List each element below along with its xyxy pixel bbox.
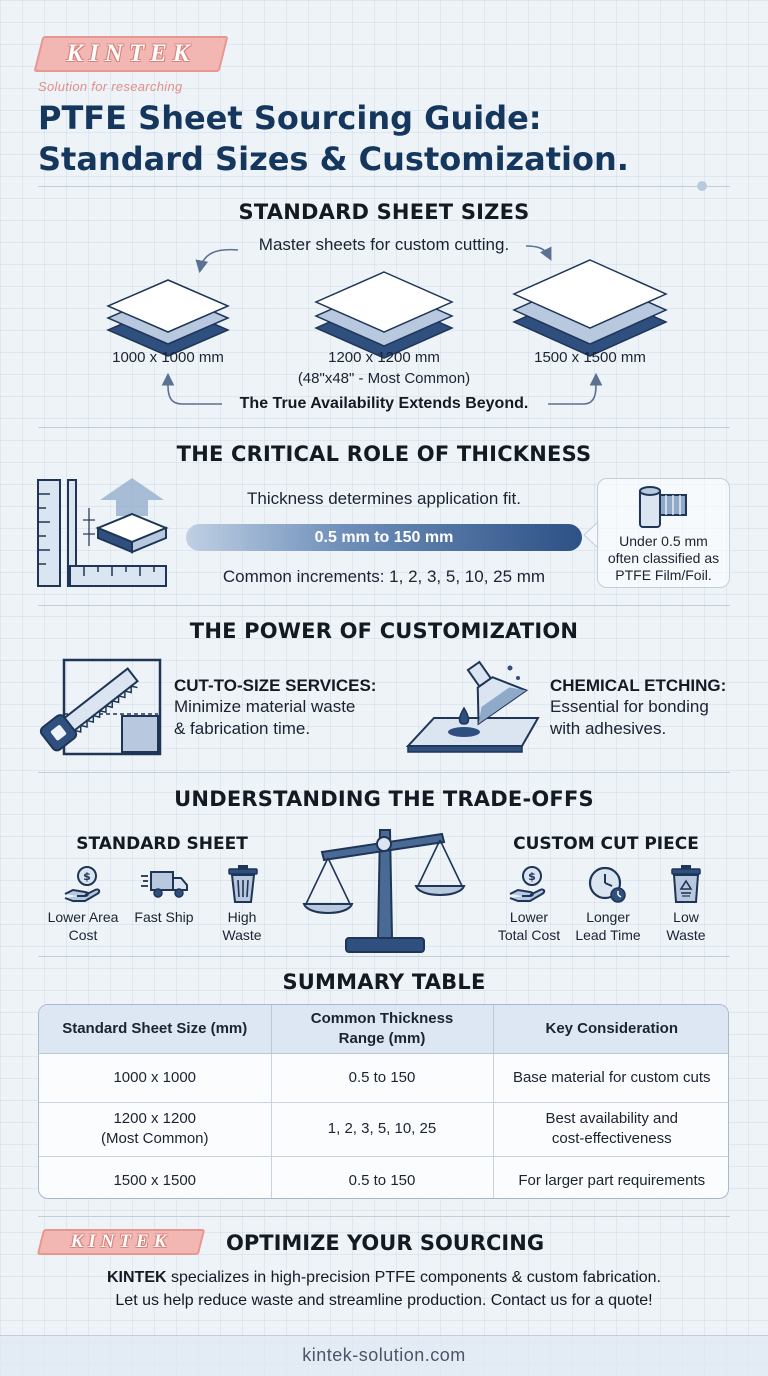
arrow-icon xyxy=(526,246,550,258)
clock-icon xyxy=(587,864,627,904)
divider xyxy=(38,772,730,773)
film-note-line: Under 0.5 mm xyxy=(619,533,708,549)
table-header: Standard Sheet Size (mm) xyxy=(39,1005,271,1053)
film-roll-icon xyxy=(636,485,690,529)
table-header: Key Consideration xyxy=(493,1005,729,1053)
etching-line: Essential for bonding xyxy=(550,697,709,716)
sheet-stack-icon xyxy=(316,272,452,358)
flask-icon xyxy=(404,654,544,758)
cta-logo-text: KINTEK xyxy=(70,1231,172,1252)
etching-text xyxy=(550,676,750,740)
page-title xyxy=(38,98,728,180)
page-title-line2: Standard Sizes & Customization. xyxy=(38,140,629,178)
size-label: 1000 x 1000 mm xyxy=(112,349,224,366)
thickness-range-bar: 0.5 mm to 150 mm xyxy=(186,524,582,551)
table-header-row xyxy=(39,1005,729,1053)
size-sublabel: (48"x48" - Most Common) xyxy=(297,370,471,387)
tradeoffs-heading: UNDERSTANDING THE TRADE-OFFS xyxy=(174,787,594,811)
table-row xyxy=(39,1053,729,1102)
footer-website-link[interactable]: kintek-solution.com xyxy=(302,1345,466,1365)
table-cell: 0.5 to 150 xyxy=(271,1053,493,1102)
divider xyxy=(38,186,730,187)
cta-line2: Let us help reduce waste and streamline production. Contact us for a quote! xyxy=(115,1292,653,1309)
svg-text:$: $ xyxy=(528,870,536,883)
thickness-increments: Common increments: 1, 2, 3, 5, 10, 25 mm xyxy=(222,567,546,586)
arrow-icon xyxy=(200,250,238,270)
table-cell: Base material for custom cuts xyxy=(493,1053,729,1102)
divider-dot xyxy=(697,181,707,191)
cta-heading: OPTIMIZE YOUR SOURCING xyxy=(226,1231,545,1255)
table-row xyxy=(39,1102,729,1156)
table-cell: 0.5 to 150 xyxy=(271,1156,493,1199)
brand-logo xyxy=(38,36,228,94)
thickness-intro: Thickness determines application fit. xyxy=(246,489,522,508)
size-label: 1200 x 1200 mm xyxy=(328,349,440,366)
sheet-stack-icon xyxy=(108,280,228,356)
page-title-line1: PTFE Sheet Sourcing Guide: xyxy=(38,99,542,137)
standard-sizes-note: Master sheets for custom cutting. xyxy=(258,235,510,254)
film-note-box xyxy=(597,478,730,588)
table-cell: For larger part requirements xyxy=(518,1171,706,1189)
divider xyxy=(38,1216,730,1217)
logo-badge xyxy=(38,36,224,72)
cta-brand: KINTEK xyxy=(106,1269,167,1286)
cut-to-size-line: Minimize material waste xyxy=(174,697,356,716)
balance-scale-icon xyxy=(300,820,470,958)
etching-title: CHEMICAL ETCHING: xyxy=(550,676,727,695)
hand-coin-icon xyxy=(63,864,103,904)
table-cell: 1500 x 1500 xyxy=(39,1156,271,1199)
custom-cut-title: CUSTOM CUT PIECE xyxy=(513,834,699,854)
tradeoff-label: Longer Lead Time xyxy=(575,909,641,943)
tradeoff-label: High Waste xyxy=(222,909,262,943)
truck-icon xyxy=(141,866,189,902)
tradeoff-label: Lower Area Cost xyxy=(47,909,119,943)
cta-line1: specializes in high-precision PTFE components & custom fabrication. xyxy=(166,1269,661,1286)
cut-to-size-line: & fabrication time. xyxy=(174,719,311,738)
cut-to-size-title: CUT-TO-SIZE SERVICES: xyxy=(174,676,377,695)
table-cell: 1, 2, 3, 5, 10, 25 xyxy=(271,1102,493,1156)
divider xyxy=(38,427,730,428)
film-note-line: PTFE Film/Foil. xyxy=(615,567,712,583)
trash-icon xyxy=(227,864,259,904)
film-note-line: often classified as xyxy=(607,550,720,566)
standard-sheet-title: STANDARD SHEET xyxy=(76,834,248,854)
svg-text:$: $ xyxy=(83,870,91,883)
table-header: Common Thickness Range (mm) xyxy=(271,1005,493,1053)
saw-icon xyxy=(36,654,164,758)
standard-sizes-graphic xyxy=(0,230,768,420)
summary-table xyxy=(38,1004,729,1199)
customization-heading: THE POWER OF CUSTOMIZATION xyxy=(189,619,579,643)
tradeoff-label: Fast Ship xyxy=(134,909,194,925)
summary-heading: SUMMARY TABLE xyxy=(282,970,486,994)
table-row xyxy=(39,1156,729,1199)
thickness-heading: THE CRITICAL ROLE OF THICKNESS xyxy=(176,442,592,466)
ruler-thickness-icon xyxy=(36,476,170,592)
table-cell: 1200 x 1200 (Most Common) xyxy=(39,1102,271,1156)
cut-to-size-text xyxy=(174,676,404,740)
table-cell: 1000 x 1000 xyxy=(39,1053,271,1102)
cta-text xyxy=(0,1266,768,1312)
tradeoff-label: Low Waste xyxy=(666,909,706,943)
tradeoff-label: Lower Total Cost xyxy=(497,909,561,943)
logo-text: KINTEK xyxy=(66,40,196,67)
size-label: 1500 x 1500 mm xyxy=(534,349,646,366)
recycle-bin-icon xyxy=(670,864,702,904)
divider xyxy=(38,605,730,606)
etching-line: with adhesives. xyxy=(550,719,667,738)
divider xyxy=(38,956,730,957)
logo-tagline: Solution for researching xyxy=(38,79,183,94)
hand-coin-icon xyxy=(508,864,548,904)
table-cell: Best availability and cost-effectiveness xyxy=(493,1102,729,1156)
availability-note: The True Availability Extends Beyond. xyxy=(239,395,529,412)
sheet-stack-icon xyxy=(514,260,666,356)
standard-sizes-heading: STANDARD SHEET SIZES xyxy=(238,200,530,224)
cta-logo xyxy=(40,1229,210,1257)
